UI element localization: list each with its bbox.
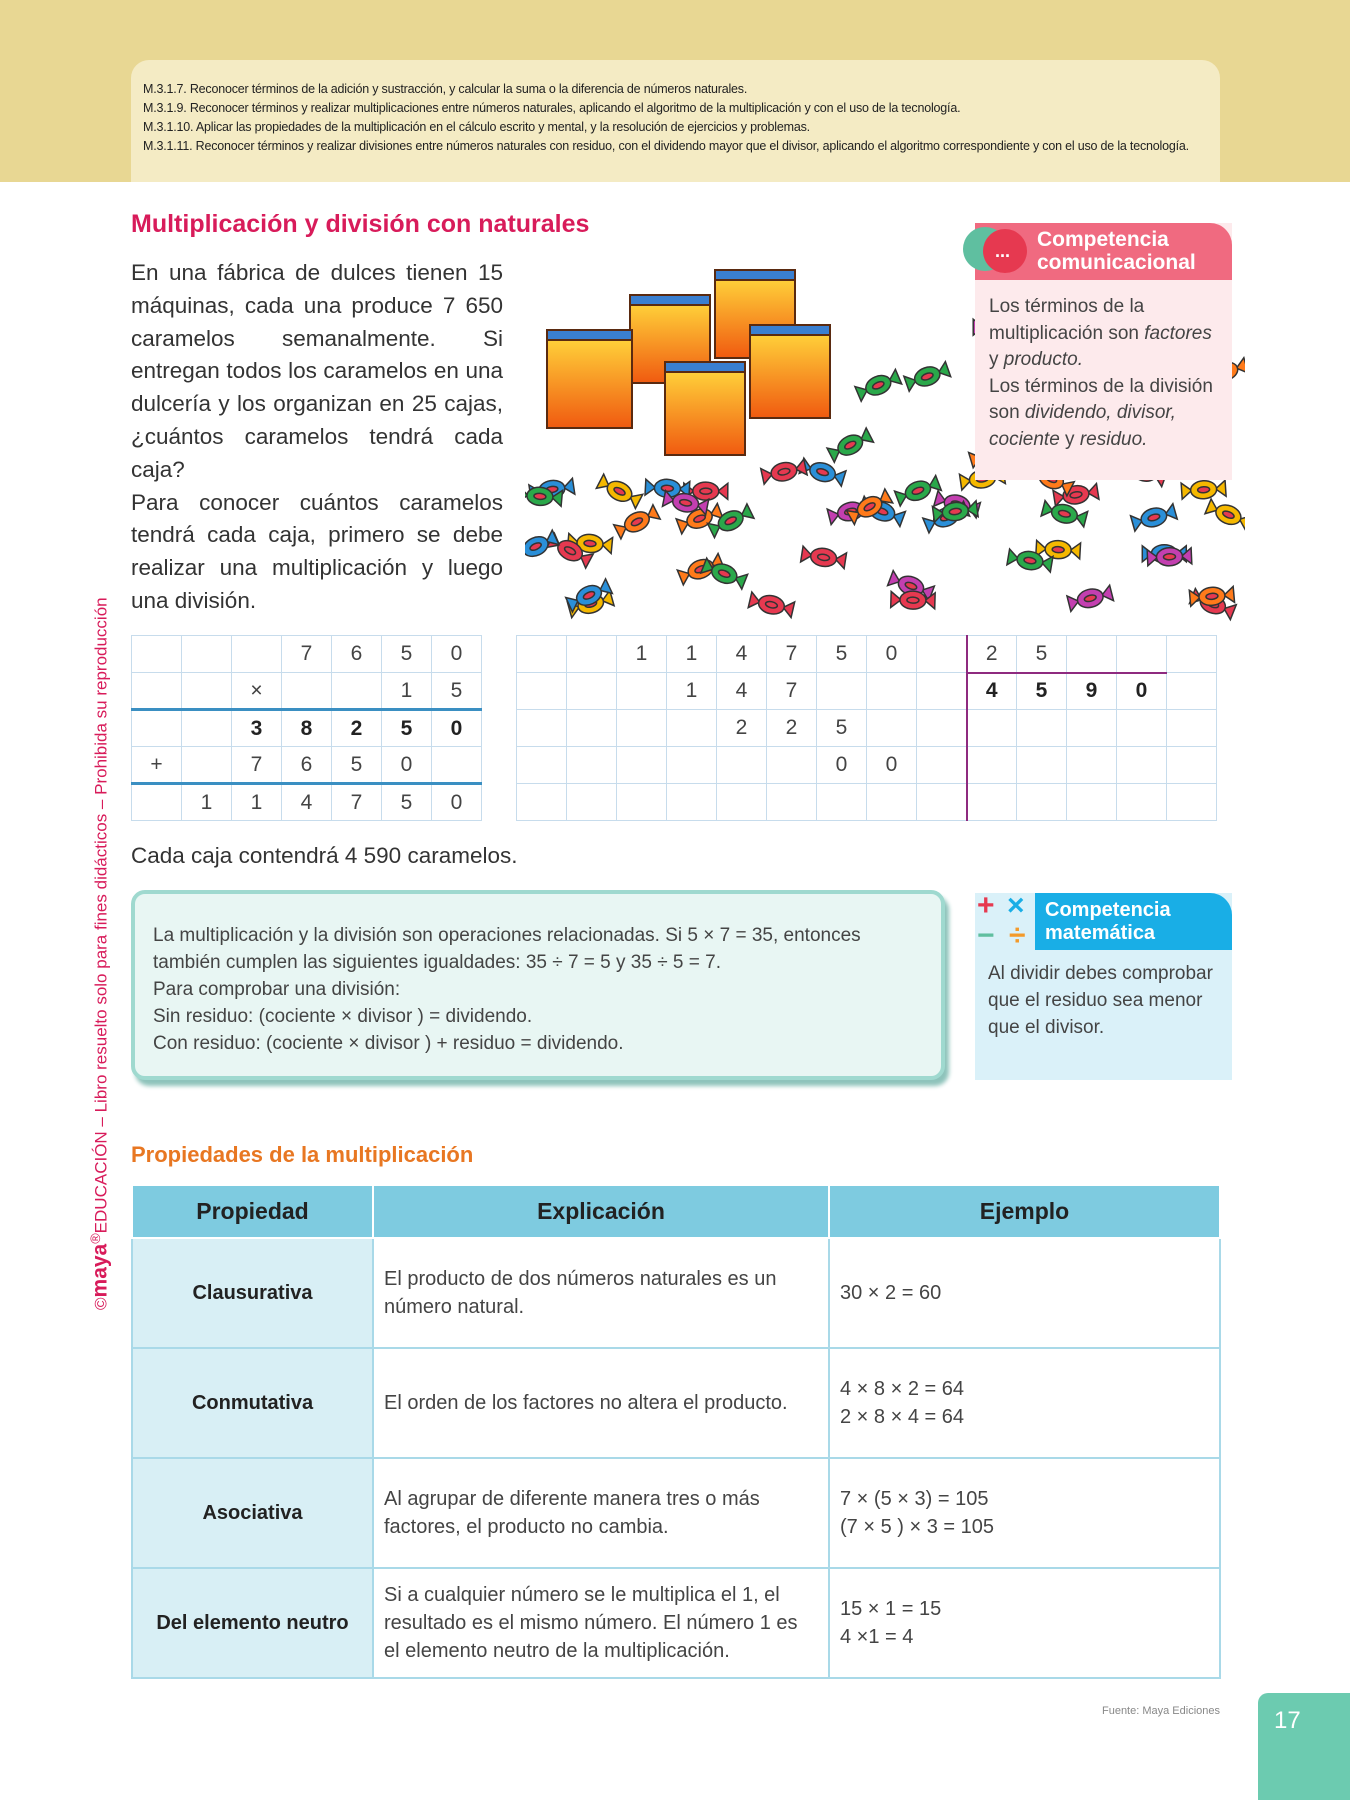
grid-cell <box>817 673 867 710</box>
grid-cell <box>917 784 967 821</box>
skill: M.3.1.11. Reconocer términos y realizar divisiones entre números naturales con residuo, con el dividendo mayor que el divisor, aplicando el algoritmo correspondiente y con el uso de la tecnología. <box>143 139 1189 153</box>
grid-cell <box>1067 747 1117 784</box>
grid-cell <box>967 710 1017 747</box>
problem-method: Para conocer cuántos caramelos tendrá cada caja, primero se debe realizar una multiplicación y luego una división. <box>131 489 503 613</box>
candy <box>1041 500 1088 528</box>
info-line: Con residuo: (cociente × divisor ) + residuo = dividendo. <box>153 1033 624 1054</box>
grid-cell: 5 <box>432 673 482 710</box>
grid-cell: 3 <box>232 710 282 747</box>
column-header: Propiedad <box>132 1186 373 1238</box>
box-body: Al dividir debes comprobar que el residuo sea menor que el divisor. <box>988 963 1213 1038</box>
properties-table <box>131 1186 1221 1679</box>
grid-cell <box>1067 784 1117 821</box>
grid-cell <box>182 710 232 747</box>
side-text: EDUCACIÓN – Libro resuelto solo para fines didácticos – Prohibida su reproducción <box>91 597 111 1234</box>
candy <box>855 368 903 402</box>
grid-row <box>517 636 1217 673</box>
grid-cell <box>1017 784 1067 821</box>
box-body <box>975 280 1232 467</box>
grid-cell <box>517 673 567 710</box>
skill: M.3.1.9. Reconocer términos y realizar multiplicaciones entre números naturales, aplicando el algoritmo de la multiplicación y con el uso de la tecnología. <box>143 101 961 115</box>
grid-cell <box>617 673 667 710</box>
candy <box>1036 539 1081 559</box>
grid-cell: 7 <box>232 747 282 784</box>
grid-row <box>517 710 1217 747</box>
text: Los términos de la multiplicación son <box>989 296 1145 344</box>
grid-cell: × <box>232 673 282 710</box>
candy <box>1130 503 1177 532</box>
answer-text: Cada caja contendrá 4 590 caramelos. <box>131 843 518 868</box>
grid-cell: 2 <box>967 636 1017 673</box>
grid-cell <box>1017 710 1067 747</box>
grid-cell <box>517 710 567 747</box>
property-name: Conmutativa <box>132 1348 373 1458</box>
plus-icon: + <box>977 889 995 922</box>
grid-cell <box>917 710 967 747</box>
grid-cell <box>1117 784 1167 821</box>
grid-cell <box>667 784 717 821</box>
grid-cell: 0 <box>432 710 482 747</box>
grid-cell <box>1167 673 1217 710</box>
grid-cell <box>667 710 717 747</box>
term: residuo. <box>1079 428 1148 450</box>
grid-cell: 7 <box>767 673 817 710</box>
title-line: Competencia <box>1037 228 1169 251</box>
competencia-matematica-box <box>975 889 1232 1080</box>
reg-symbol: ® <box>88 1233 104 1244</box>
speech-bubbles-icon <box>955 221 1035 281</box>
box-header <box>1035 893 1232 950</box>
grid-cell: 4 <box>717 673 767 710</box>
grid-row <box>517 747 1217 784</box>
grid-cell <box>617 710 667 747</box>
grid-cell <box>1117 636 1167 673</box>
skill: M.3.1.7. Reconocer términos de la adición y sustracción, y calcular la suma o la diferencia de números naturales. <box>143 82 748 96</box>
table-row <box>132 1568 1220 1678</box>
title-line: matemática <box>1045 922 1156 944</box>
grid-cell <box>767 747 817 784</box>
property-explanation: El orden de los factores no altera el producto. <box>373 1348 829 1458</box>
grid-cell: 5 <box>382 784 432 821</box>
candy <box>904 361 951 393</box>
grid-cell <box>917 673 967 710</box>
grid-cell <box>182 673 232 710</box>
grid-cell: 5 <box>817 710 867 747</box>
grid-cell <box>182 636 232 673</box>
candy <box>800 545 846 570</box>
divide-icon: ÷ <box>1009 919 1026 952</box>
info-line: La multiplicación y la división son operaciones relacionadas. Si 5 × 7 = 35, entonces también cumplen las siguientes igualdades: 35 ÷ 7 = 5 y 35 ÷ 5 = 7. <box>153 925 861 973</box>
grid-cell <box>132 673 182 710</box>
minus-icon: − <box>977 919 995 952</box>
table-row <box>132 1458 1220 1568</box>
table-row <box>132 1348 1220 1458</box>
info-box <box>131 890 945 1080</box>
grid-cell <box>182 747 232 784</box>
grid-cell <box>517 747 567 784</box>
property-example <box>829 1458 1220 1568</box>
column-header: Ejemplo <box>829 1186 1220 1238</box>
grid-cell <box>717 784 767 821</box>
grid-cell: 4 <box>282 784 332 821</box>
term: producto. <box>1003 349 1084 370</box>
grid-cell <box>567 747 617 784</box>
example-line: 7 × (5 × 3) = 105 <box>840 1488 989 1510</box>
grid-row <box>132 747 482 784</box>
candy <box>613 504 660 540</box>
example-line: 2 × 8 × 4 = 64 <box>840 1406 964 1428</box>
grid-row <box>132 784 482 821</box>
grid-cell: 7 <box>332 784 382 821</box>
example-line: 30 × 2 = 60 <box>840 1282 942 1304</box>
grid-cell: 0 <box>382 747 432 784</box>
grid-cell: 7 <box>282 636 332 673</box>
grid-row <box>132 636 482 673</box>
column-header: Explicación <box>373 1186 829 1238</box>
grid-cell <box>667 747 717 784</box>
times-icon: × <box>1007 889 1025 922</box>
grid-cell: 0 <box>867 636 917 673</box>
property-explanation: El producto de dos números naturales es un número natural. <box>373 1238 829 1348</box>
grid-cell <box>967 784 1017 821</box>
grid-cell: 1 <box>667 636 717 673</box>
grid-cell: 2 <box>717 710 767 747</box>
grid-cell: 1 <box>232 784 282 821</box>
side-copyright <box>88 597 113 1310</box>
grid-cell <box>517 636 567 673</box>
property-name: Clausurativa <box>132 1238 373 1348</box>
grid-cell <box>1067 636 1117 673</box>
grid-cell: 8 <box>282 710 332 747</box>
term: factores <box>1144 322 1212 344</box>
property-explanation: Si a cualquier número se le multiplica el 1, el resultado es el mismo número. El número 1 es el elemento neutro de la multiplicación. <box>373 1568 829 1678</box>
competencia-comunicacional-box <box>975 223 1232 480</box>
table-header-row <box>132 1186 1220 1238</box>
skills-box <box>131 60 1220 182</box>
grid-cell <box>132 784 182 821</box>
text: Los términos de la división son <box>989 375 1213 423</box>
grid-cell <box>617 784 667 821</box>
grid-cell: 6 <box>332 636 382 673</box>
info-line: Sin residuo: (cociente × divisor ) = dividendo. <box>153 1006 533 1027</box>
section-title: Propiedades de la multiplicación <box>131 1142 474 1167</box>
grid-cell: + <box>132 747 182 784</box>
grid-cell <box>567 636 617 673</box>
grid-cell: 1 <box>182 784 232 821</box>
grid-cell <box>1017 747 1067 784</box>
grid-cell: 0 <box>817 747 867 784</box>
grid-cell <box>1117 710 1167 747</box>
grid-cell: 0 <box>867 747 917 784</box>
grid-cell: 4 <box>967 673 1017 710</box>
grid-cell <box>867 673 917 710</box>
brand: maya <box>88 1243 112 1298</box>
property-example <box>829 1238 1220 1348</box>
grid-row <box>517 784 1217 821</box>
grid-cell <box>767 784 817 821</box>
skill: M.3.1.10. Aplicar las propiedades de la multiplicación en el cálculo escrito y mental, y la resolución de ejercicios y problemas. <box>143 120 810 134</box>
grid-cell <box>867 710 917 747</box>
grid-cell <box>567 673 617 710</box>
grid-cell <box>517 784 567 821</box>
grid-cell: 5 <box>1017 636 1067 673</box>
property-example <box>829 1348 1220 1458</box>
grid-row <box>132 673 482 710</box>
svg-text:...: ... <box>995 241 1011 261</box>
grid-cell: 5 <box>817 636 867 673</box>
grid-cell <box>967 747 1017 784</box>
example-line: 4 ×1 = 4 <box>840 1626 914 1648</box>
problem: En una fábrica de dulces tienen 15 máquinas, cada una produce 7 650 caramelos semanalmente. Si entregan todos los caramelos en una dulcería y los organizan en 25 cajas, ¿cuántos caramelos tendrá cada caja? <box>131 260 503 482</box>
text: y <box>1059 428 1080 450</box>
property-explanation: Al agrupar de diferente manera tres o más factores, el producto no cambia. <box>373 1458 829 1568</box>
multiplication-grid <box>131 635 482 821</box>
grid-cell <box>1167 710 1217 747</box>
grid-cell <box>132 636 182 673</box>
grid-cell: 9 <box>1067 673 1117 710</box>
grid-cell: 2 <box>767 710 817 747</box>
grid-cell <box>567 784 617 821</box>
example-line: (7 × 5 ) × 3 = 105 <box>840 1516 994 1538</box>
text: y <box>989 349 1004 370</box>
title-line: comunicacional <box>1037 251 1196 274</box>
grid-cell <box>1117 747 1167 784</box>
candy <box>761 458 808 485</box>
grid-cell <box>917 636 967 673</box>
grid-cell: 2 <box>332 710 382 747</box>
grid-cell: 5 <box>382 636 432 673</box>
grid-cell <box>1167 784 1217 821</box>
page-title: Multiplicación y división con naturales <box>131 210 590 238</box>
property-example <box>829 1568 1220 1678</box>
grid-row <box>517 673 1217 710</box>
division-grid <box>516 635 1217 821</box>
source-note: Fuente: Maya Ediciones <box>1101 1705 1220 1717</box>
page-number: 17 <box>1258 1693 1350 1800</box>
grid-cell: 1 <box>667 673 717 710</box>
grid-cell <box>867 784 917 821</box>
table-row <box>132 1238 1220 1348</box>
candy <box>596 473 643 509</box>
candy <box>1181 479 1226 500</box>
grid-row <box>132 710 482 747</box>
grid-cell <box>332 673 382 710</box>
grid-cell <box>1167 636 1217 673</box>
property-name: Asociativa <box>132 1458 373 1568</box>
grid-cell: 5 <box>332 747 382 784</box>
grid-cell: 6 <box>282 747 332 784</box>
problem-text <box>131 257 503 618</box>
term: dividendo, divisor, cociente <box>989 402 1176 450</box>
grid-cell <box>917 747 967 784</box>
info-line: Para comprobar una división: <box>153 979 401 1000</box>
grid-cell: 1 <box>617 636 667 673</box>
candy <box>748 591 795 618</box>
grid-cell <box>1067 710 1117 747</box>
grid-cell: 0 <box>1117 673 1167 710</box>
grid-cell: 1 <box>382 673 432 710</box>
grid-cell: 0 <box>432 636 482 673</box>
grid-cell <box>1167 747 1217 784</box>
grid-cell <box>817 784 867 821</box>
grid-cell <box>282 673 332 710</box>
grid-cell: 0 <box>432 784 482 821</box>
math-operations-icon <box>973 889 1039 953</box>
example-line: 4 × 8 × 2 = 64 <box>840 1378 964 1400</box>
grid-cell <box>567 710 617 747</box>
candy <box>827 427 874 463</box>
example-line: 15 × 1 = 15 <box>840 1598 942 1620</box>
title-line: Competencia <box>1045 899 1171 921</box>
grid-cell <box>132 710 182 747</box>
grid-cell <box>617 747 667 784</box>
grid-cell: 7 <box>767 636 817 673</box>
grid-cell: 4 <box>717 636 767 673</box>
grid-cell: 5 <box>382 710 432 747</box>
grid-cell <box>432 747 482 784</box>
copyright-symbol: © <box>91 1297 111 1310</box>
candy <box>1205 498 1245 531</box>
grid-cell <box>717 747 767 784</box>
grid-cell: 5 <box>1017 673 1067 710</box>
property-name: Del elemento neutro <box>132 1568 373 1678</box>
grid-cell <box>232 636 282 673</box>
candy <box>1067 584 1114 612</box>
